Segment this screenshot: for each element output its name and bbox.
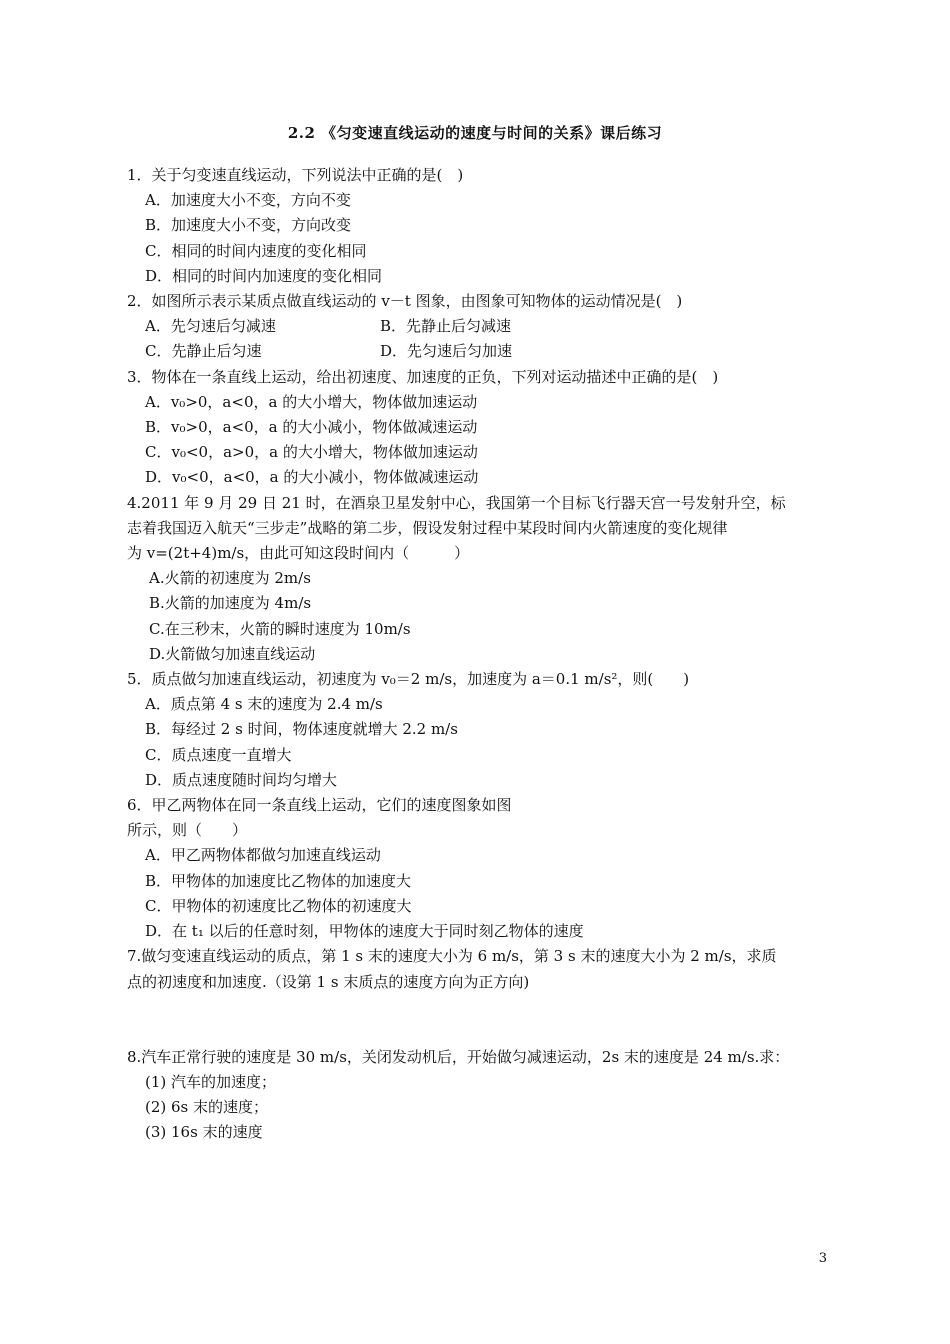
page-title: 2.2 《匀变速直线运动的速度与时间的关系》课后练习 (287, 124, 663, 142)
question-5-option-a: A．质点第 4 s 末的速度为 2.4 m/s (145, 695, 383, 714)
question-3-option-c: C．v₀<0，a>0，a 的大小增大，物体做加速运动 (145, 443, 478, 462)
question-4-stem-line-2: 志着我国迈入航天“三步走”战略的第二步，假设发射过程中某段时间内火箭速度的变化规律 (127, 518, 728, 537)
question-4-option-b: B.火箭的加速度为 4m/s (149, 594, 312, 613)
question-1-stem: 1．关于匀变速直线运动，下列说法中正确的是( ) (127, 166, 464, 184)
question-1-option-d: D．相同的时间内加速度的变化相同 (145, 266, 383, 285)
question-5-option-d: D．质点速度随时间均匀增大 (145, 770, 338, 789)
question-6-stem-line-2: 所示，则（ ） (127, 821, 248, 840)
question-2-options-row-2 (127, 339, 827, 364)
question-5-option-c: C．质点速度一直增大 (145, 745, 292, 764)
question-8-part-1: (1) 汽车的加速度； (145, 1072, 277, 1091)
question-1-option-c: C．相同的时间内速度的变化相同 (145, 241, 367, 260)
question-3-option-b: B．v₀>0，a<0，a 的大小减小，物体做减速运动 (145, 418, 478, 437)
question-7-stem-line-1: 7.做匀变速直线运动的质点，第 1 s 末的速度大小为 6 m/s，第 3 s 末的速度大小为 2 m/s，求质 (127, 947, 777, 966)
question-2-option-b: B．先静止后匀减速 (380, 317, 512, 336)
question-2-options-row-1 (127, 314, 827, 339)
exercise-body (127, 163, 827, 1146)
question-4-stem-line-3: 为 v=(2t+4)m/s，由此可知这段时间内（ ） (127, 544, 470, 563)
question-4-option-a: A.火箭的初速度为 2m/s (149, 569, 311, 588)
question-2-stem: 2．如图所示表示某质点做直线运动的 v－t 图象，由图象可知物体的运动情况是( ) (127, 292, 683, 311)
question-8-stem: 8.汽车正常行驶的速度是 30 m/s，关闭发动机后，开始做匀减速运动，2s 末的速度是 24 m/s.求： (127, 1047, 790, 1066)
question-6-option-d: D．在 t₁ 以后的任意时刻，甲物体的速度大于同时刻乙物体的速度 (145, 922, 584, 941)
question-3-option-a: A．v₀>0，a<0，a 的大小增大，物体做加速运动 (145, 392, 478, 411)
question-2-option-c: C．先静止后匀速 (145, 342, 262, 361)
question-5-option-b: B．每经过 2 s 时间，物体速度就增大 2.2 m/s (145, 720, 458, 739)
question-6-stem-line-1: 6．甲乙两物体在同一条直线上运动，它们的速度图象如图 (127, 796, 512, 815)
question-8-part-3: (3) 16s 末的速度 (145, 1123, 263, 1142)
question-8-part-2: (2) 6s 末的速度； (145, 1098, 269, 1117)
question-4-option-c: C.在三秒末，火箭的瞬时速度为 10m/s (149, 619, 411, 638)
question-1-option-b: B．加速度大小不变，方向改变 (145, 216, 352, 235)
answer-space (127, 995, 827, 1045)
question-5-stem: 5．质点做匀加速直线运动，初速度为 v₀＝2 m/s，加速度为 a＝0.1 m/s²，则( ) (127, 670, 690, 689)
question-4-option-d: D.火箭做匀加速直线运动 (149, 644, 316, 663)
question-2-option-a: A．先匀速后匀减速 (145, 317, 276, 336)
question-3-stem: 3．物体在一条直线上运动，给出初速度、加速度的正负，下列对运动描述中正确的是( ) (127, 367, 719, 386)
question-3-option-d: D．v₀<0，a<0，a 的大小减小，物体做减速运动 (145, 468, 479, 487)
question-7-stem-line-2: 点的初速度和加速度.（设第 1 s 末质点的速度方向为正方向) (127, 972, 530, 991)
question-2-option-d: D．先匀速后匀加速 (380, 342, 513, 361)
question-6-option-b: B．甲物体的加速度比乙物体的加速度大 (145, 871, 412, 890)
question-4-stem-line-1: 4.2011 年 9 月 29 日 21 时，在酒泉卫星发射中心，我国第一个目标飞行器天宫一号发射升空，标 (127, 493, 786, 512)
question-6-option-a: A．甲乙两物体都做匀加速直线运动 (145, 846, 381, 865)
page-number: 3 (818, 1251, 827, 1266)
question-6-option-c: C．甲物体的初速度比乙物体的初速度大 (145, 896, 412, 915)
question-1-option-a: A．加速度大小不变，方向不变 (145, 191, 351, 210)
